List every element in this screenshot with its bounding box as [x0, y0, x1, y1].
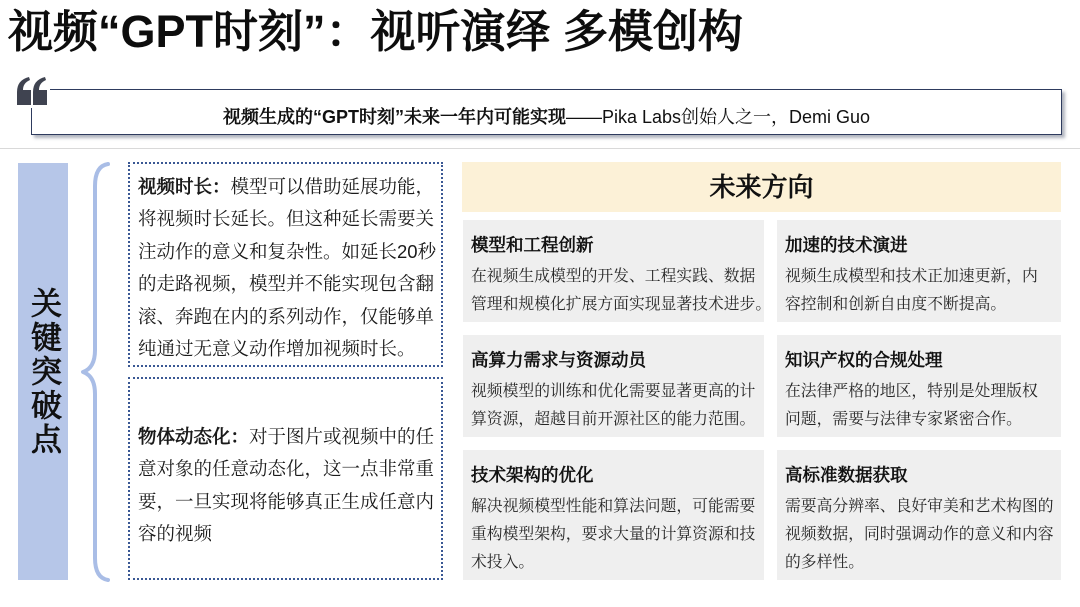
header-divider [0, 148, 1080, 149]
card-text-line: 重构模型架构，要求大量的计算资源和技 [471, 526, 756, 543]
card-title: 高算力需求与资源动员 [471, 350, 646, 370]
card-text-line: 管理和规模化扩展方面实现显著技术进步。 [471, 296, 772, 313]
box-text-line: 容的视频 [138, 523, 213, 545]
direction-card-tech-evolution [777, 220, 1061, 322]
box-text-line: 将视频时长延长。但这种延长需要关 [138, 208, 435, 230]
card-text-line: 容控制和创新自由度不断提高。 [785, 296, 1007, 313]
breakthrough-label: 关键突破点 [26, 286, 61, 457]
card-text-line: 在法律严格的地区，特别是处理版权 [785, 383, 1038, 400]
box-text-line: 的走路视频，模型并不能实现包含翻 [138, 273, 435, 295]
box-text-line [138, 171, 441, 203]
card-text-line: 解决视频模型性能和算法问题，可能需要 [471, 498, 756, 515]
quote-box [31, 89, 1062, 135]
card-title: 技术架构的优化 [471, 465, 594, 485]
breakthrough-sidebar [18, 163, 68, 580]
box-label: 物体动态化： [138, 426, 250, 447]
card-title: 加速的技术演进 [785, 235, 908, 255]
page-title: 视频“GPT时刻”：视听演绎 多模创构 [8, 6, 744, 57]
card-text-line: 视频模型的训练和优化需要显著更高的计 [471, 383, 756, 400]
box-text-line [138, 421, 441, 453]
card-text-line: 算资源，超越目前开源社区的能力范围。 [471, 411, 756, 428]
breakthrough-box-video-duration [128, 162, 443, 367]
card-text-line: 视频数据，同时强调动作的意义和内容 [785, 526, 1054, 543]
box-text-line: 意对象的任意动态化，这一点非常重 [138, 458, 435, 480]
box-text-line: 纯通过无意义动作增加视频时长。 [138, 338, 416, 360]
curly-brace-icon [78, 160, 112, 584]
card-title: 模型和工程创新 [471, 235, 594, 255]
direction-card-data-acquisition [777, 450, 1061, 580]
card-text-line: 的多样性。 [785, 554, 864, 571]
future-directions-heading: 未来方向 [462, 162, 1061, 212]
direction-card-compute-resources [463, 335, 764, 437]
card-text-line: 视频生成模型和技术正加速更新，内 [785, 268, 1038, 285]
box-text-line: 注动作的意义和复杂性。如延长20秒 [138, 240, 437, 262]
box-text-line: 要，一旦实现将能够真正生成任意内 [138, 490, 435, 512]
direction-card-ip-compliance [777, 335, 1061, 437]
quote-mark-icon [12, 72, 50, 108]
box-text: 对于图片或视频中的任 [249, 426, 435, 447]
card-text-line: 问题，需要与法律专家紧密合作。 [785, 411, 1022, 428]
box-text-line: 滚、奔跑在内的系列动作，仅能够单 [138, 305, 435, 327]
card-text-line: 在视频生成模型的开发、工程实践、数据 [471, 268, 756, 285]
card-title: 高标准数据获取 [785, 465, 908, 485]
breakthrough-box-object-animation [128, 377, 443, 580]
box-label: 视频时长： [138, 176, 231, 197]
direction-card-model-engineering [463, 220, 772, 322]
card-title: 知识产权的合规处理 [785, 350, 943, 370]
card-text-line: 术投入。 [471, 554, 535, 571]
quote-statement: 视频生成的“GPT时刻”未来一年内可能实现 [222, 107, 566, 127]
quote-attribution: ——Pika Labs创始人之一，Demi Guo [565, 107, 871, 127]
box-text: 模型可以借助延展功能， [230, 176, 435, 197]
direction-card-architecture [463, 450, 764, 580]
card-text-line: 需要高分辨率、良好审美和艺术构图的 [785, 498, 1054, 515]
